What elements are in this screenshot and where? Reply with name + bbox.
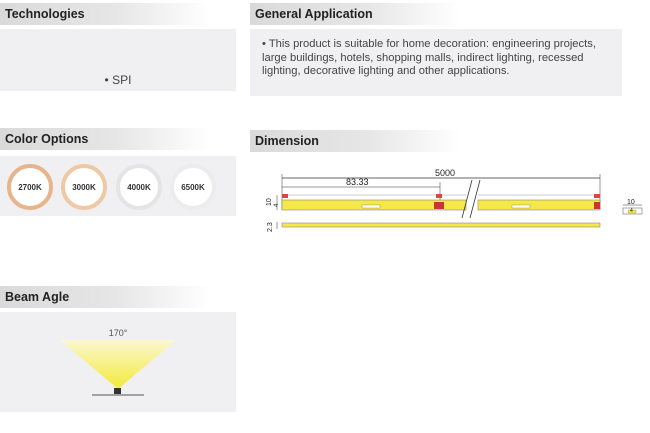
cross-width-label: 10 — [627, 199, 635, 206]
color-option-2700k[interactable] — [7, 164, 53, 210]
application-panel — [250, 29, 622, 96]
color-option-6500k[interactable] — [170, 164, 216, 210]
light-cone — [60, 340, 176, 389]
technologies-header: Technologies — [0, 3, 210, 25]
color-option-label: 3000K — [72, 182, 96, 192]
color-option-label: 2700K — [18, 182, 42, 192]
total-length-label: 5000 — [435, 168, 456, 178]
led-strip-side — [282, 223, 600, 227]
application-text: • This product is suitable for home decoration: engineering projects, large buildings, hotels, shopping malls, indirect lighting, recessed lighting, decorative lighting and other applications. — [262, 38, 596, 78]
segment-length-label: 83.33 — [346, 177, 369, 187]
technologies-panel — [0, 29, 236, 91]
color-option-label: 6500K — [181, 182, 205, 192]
application-header: General Application — [250, 3, 460, 25]
led-strip-top-right — [478, 200, 600, 210]
color-options-panel — [0, 156, 236, 216]
dimension-header: Dimension — [250, 130, 460, 152]
color-option-label: 4000K — [127, 182, 151, 192]
dimension-drawing — [250, 160, 650, 240]
beam-angle-label: 170° — [108, 328, 128, 338]
height-label: 10 — [266, 198, 273, 206]
technology-item: • SPI — [104, 73, 132, 87]
inner-label: 4 — [274, 203, 280, 207]
beam-panel — [0, 312, 236, 412]
thickness-label: 2.3 — [267, 222, 274, 232]
beam-diagram — [0, 312, 236, 412]
color-option-4000k[interactable] — [116, 164, 162, 210]
color-options-header: Color Options — [0, 128, 210, 150]
led-source-icon — [114, 388, 121, 394]
cross-inner-label: 4 — [630, 208, 633, 214]
beam-header: Beam Agle — [0, 286, 210, 308]
color-option-3000k[interactable] — [61, 164, 107, 210]
